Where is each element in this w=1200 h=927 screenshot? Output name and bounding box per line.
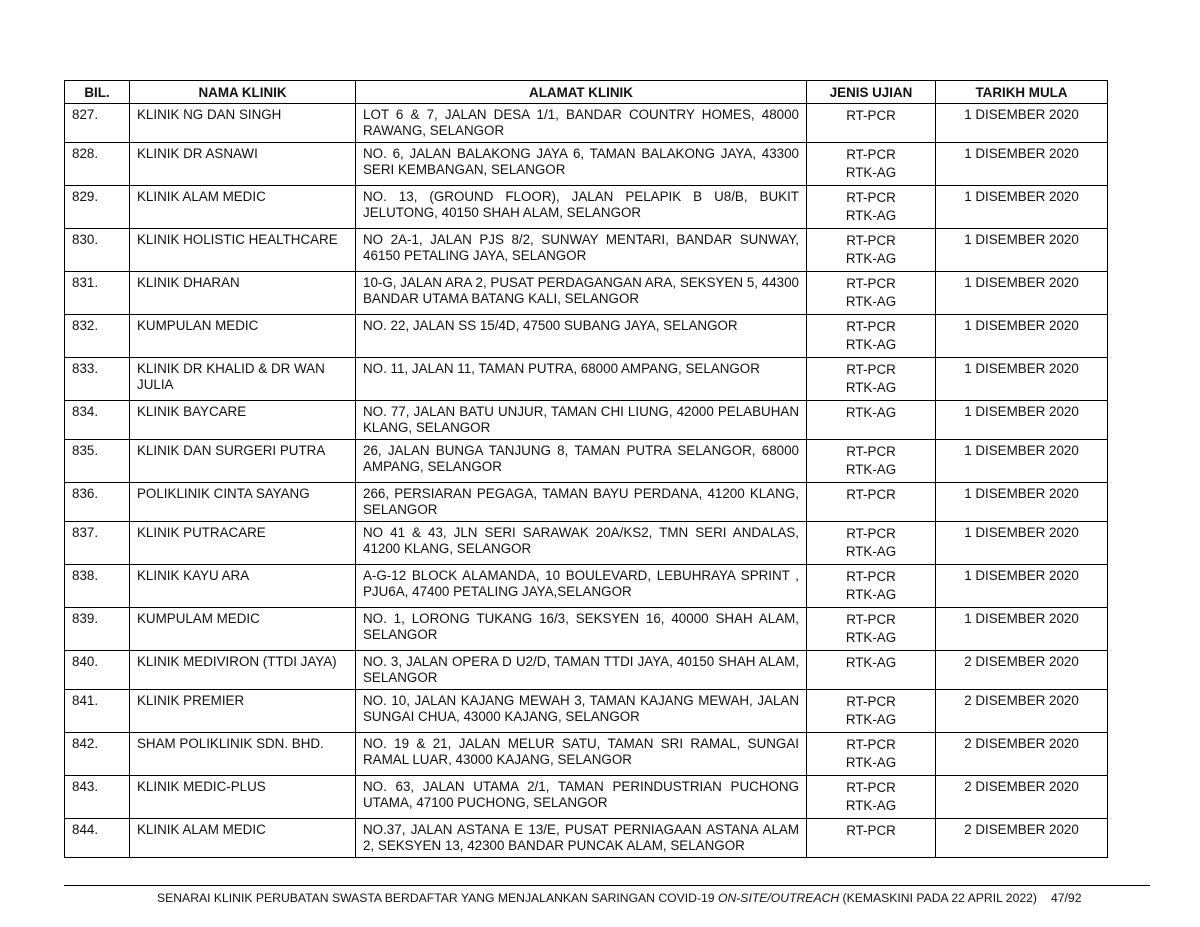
test-type-label: RT-PCR	[846, 737, 896, 752]
cell-bil: 844.	[65, 819, 130, 858]
cell-jenis-ujian	[807, 186, 936, 229]
cell-tarikh-mula: 2 DISEMBER 2020	[936, 776, 1108, 819]
table-row	[65, 819, 1108, 858]
cell-tarikh-mula: 1 DISEMBER 2020	[936, 565, 1108, 608]
table-row	[65, 651, 1108, 690]
cell-tarikh-mula: 1 DISEMBER 2020	[936, 358, 1108, 401]
cell-nama-klinik: KLINIK DHARAN	[130, 272, 356, 315]
cell-jenis-ujian	[807, 143, 936, 186]
cell-jenis-ujian	[807, 733, 936, 776]
cell-tarikh-mula: 2 DISEMBER 2020	[936, 733, 1108, 776]
test-type-label: RTK-AG	[845, 630, 897, 645]
cell-nama-klinik: POLIKLINIK CINTA SAYANG	[130, 483, 356, 522]
table-row	[65, 565, 1108, 608]
cell-nama-klinik: KUMPULAM MEDIC	[130, 608, 356, 651]
table-row	[65, 104, 1108, 143]
cell-jenis-ujian	[807, 229, 936, 272]
test-type-label: RT-PCR	[846, 612, 896, 627]
cell-bil: 842.	[65, 733, 130, 776]
test-type-label: RT-PCR	[846, 233, 896, 248]
clinic-table	[64, 80, 1108, 858]
cell-nama-klinik: KLINIK DR KHALID & DR WAN JULIA	[130, 358, 356, 401]
table-row	[65, 186, 1108, 229]
cell-alamat-klinik: NO. 6, JALAN BALAKONG JAYA 6, TAMAN BALAKONG JAYA, 43300 SERI KEMBANGAN, SELANGOR	[356, 143, 807, 186]
table-row	[65, 229, 1108, 272]
cell-nama-klinik: KLINIK ALAM MEDIC	[130, 186, 356, 229]
cell-tarikh-mula: 1 DISEMBER 2020	[936, 229, 1108, 272]
table-row	[65, 315, 1108, 358]
test-type-label: RTK-AG	[845, 655, 897, 670]
cell-tarikh-mula: 1 DISEMBER 2020	[936, 315, 1108, 358]
test-type-label: RT-PCR	[846, 362, 896, 377]
cell-jenis-ujian	[807, 358, 936, 401]
test-type-label: RTK-AG	[845, 208, 897, 223]
cell-jenis-ujian	[807, 401, 936, 440]
header-tarikh-mula: TARIKH MULA	[936, 81, 1108, 104]
page-number: 47/92	[1050, 891, 1082, 905]
cell-jenis-ujian	[807, 440, 936, 483]
header-jenis-ujian: JENIS UJIAN	[807, 81, 936, 104]
cell-alamat-klinik: NO.37, JALAN ASTANA E 13/E, PUSAT PERNIAGAAN ASTANA ALAM 2, SEKSYEN 13, 42300 BANDAR PUNCAK ALAM, SELANGOR	[356, 819, 807, 858]
cell-jenis-ujian	[807, 819, 936, 858]
cell-nama-klinik: KUMPULAN MEDIC	[130, 315, 356, 358]
cell-bil: 835.	[65, 440, 130, 483]
cell-jenis-ujian	[807, 565, 936, 608]
cell-nama-klinik: KLINIK KAYU ARA	[130, 565, 356, 608]
cell-nama-klinik: KLINIK MEDIC-PLUS	[130, 776, 356, 819]
cell-tarikh-mula: 2 DISEMBER 2020	[936, 819, 1108, 858]
cell-tarikh-mula: 1 DISEMBER 2020	[936, 401, 1108, 440]
cell-nama-klinik: KLINIK DAN SURGERI PUTRA	[130, 440, 356, 483]
test-type-label: RT-PCR	[846, 823, 896, 838]
cell-alamat-klinik: NO. 10, JALAN KAJANG MEWAH 3, TAMAN KAJANG MEWAH, JALAN SUNGAI CHUA, 43000 KAJANG, SELANGOR	[356, 690, 807, 733]
test-type-label: RTK-AG	[845, 251, 897, 266]
header-nama-klinik: NAMA KLINIK	[130, 81, 356, 104]
cell-alamat-klinik: NO. 63, JALAN UTAMA 2/1, TAMAN PERINDUSTRIAN PUCHONG UTAMA, 47100 PUCHONG, SELANGOR	[356, 776, 807, 819]
cell-jenis-ujian	[807, 272, 936, 315]
table-row	[65, 522, 1108, 565]
cell-bil: 838.	[65, 565, 130, 608]
header-alamat-klinik: ALAMAT KLINIK	[356, 81, 807, 104]
test-type-label: RT-PCR	[846, 526, 896, 541]
cell-jenis-ujian	[807, 651, 936, 690]
cell-jenis-ujian	[807, 776, 936, 819]
test-type-label: RTK-AG	[845, 294, 897, 309]
test-type-label: RTK-AG	[845, 587, 897, 602]
test-type-label: RT-PCR	[846, 108, 896, 123]
cell-jenis-ujian	[807, 315, 936, 358]
cell-tarikh-mula: 1 DISEMBER 2020	[936, 186, 1108, 229]
table-row	[65, 776, 1108, 819]
table-row	[65, 608, 1108, 651]
cell-tarikh-mula: 1 DISEMBER 2020	[936, 483, 1108, 522]
cell-alamat-klinik: NO. 77, JALAN BATU UNJUR, TAMAN CHI LIUNG, 42000 PELABUHAN KLANG, SELANGOR	[356, 401, 807, 440]
cell-nama-klinik: KLINIK ALAM MEDIC	[130, 819, 356, 858]
table-row	[65, 440, 1108, 483]
cell-alamat-klinik: NO. 19 & 21, JALAN MELUR SATU, TAMAN SRI RAMAL, SUNGAI RAMAL LUAR, 43000 KAJANG, SELANGOR	[356, 733, 807, 776]
cell-tarikh-mula: 2 DISEMBER 2020	[936, 651, 1108, 690]
test-type-label: RTK-AG	[845, 462, 897, 477]
cell-alamat-klinik: 266, PERSIARAN PEGAGA, TAMAN BAYU PERDANA, 41200 KLANG, SELANGOR	[356, 483, 807, 522]
test-type-label: RTK-AG	[845, 798, 897, 813]
cell-nama-klinik: KLINIK MEDIVIRON (TTDI JAYA)	[130, 651, 356, 690]
table-row	[65, 733, 1108, 776]
cell-tarikh-mula: 1 DISEMBER 2020	[936, 522, 1108, 565]
cell-bil: 832.	[65, 315, 130, 358]
cell-alamat-klinik: NO 41 & 43, JLN SERI SARAWAK 20A/KS2, TMN SERI ANDALAS, 41200 KLANG, SELANGOR	[356, 522, 807, 565]
test-type-label: RT-PCR	[846, 569, 896, 584]
cell-tarikh-mula: 1 DISEMBER 2020	[936, 272, 1108, 315]
test-type-label: RT-PCR	[846, 319, 896, 334]
cell-bil: 834.	[65, 401, 130, 440]
cell-nama-klinik: KLINIK DR ASNAWI	[130, 143, 356, 186]
cell-nama-klinik: KLINIK PREMIER	[130, 690, 356, 733]
test-type-label: RTK-AG	[845, 380, 897, 395]
table-row	[65, 483, 1108, 522]
test-type-label: RTK-AG	[845, 544, 897, 559]
table-header-row	[65, 81, 1108, 104]
cell-alamat-klinik: NO 2A-1, JALAN PJS 8/2, SUNWAY MENTARI, BANDAR SUNWAY, 46150 PETALING JAYA, SELANGOR	[356, 229, 807, 272]
cell-jenis-ujian	[807, 104, 936, 143]
cell-nama-klinik: KLINIK HOLISTIC HEALTHCARE	[130, 229, 356, 272]
cell-bil: 831.	[65, 272, 130, 315]
test-type-label: RTK-AG	[845, 337, 897, 352]
cell-bil: 836.	[65, 483, 130, 522]
footer-divider	[64, 885, 1150, 886]
test-type-label: RT-PCR	[846, 276, 896, 291]
cell-alamat-klinik: NO. 22, JALAN SS 15/4D, 47500 SUBANG JAYA, SELANGOR	[356, 315, 807, 358]
test-type-label: RT-PCR	[846, 780, 896, 795]
cell-tarikh-mula: 1 DISEMBER 2020	[936, 143, 1108, 186]
header-bil: BIL.	[65, 81, 130, 104]
cell-jenis-ujian	[807, 522, 936, 565]
cell-nama-klinik: KLINIK NG DAN SINGH	[130, 104, 356, 143]
test-type-label: RT-PCR	[846, 444, 896, 459]
cell-tarikh-mula: 1 DISEMBER 2020	[936, 104, 1108, 143]
cell-jenis-ujian	[807, 608, 936, 651]
test-type-label: RTK-AG	[845, 165, 897, 180]
cell-alamat-klinik: NO. 11, JALAN 11, TAMAN PUTRA, 68000 AMPANG, SELANGOR	[356, 358, 807, 401]
cell-nama-klinik: SHAM POLIKLINIK SDN. BHD.	[130, 733, 356, 776]
cell-nama-klinik: KLINIK BAYCARE	[130, 401, 356, 440]
cell-jenis-ujian	[807, 483, 936, 522]
table-row	[65, 690, 1108, 733]
table-row	[65, 143, 1108, 186]
cell-bil: 830.	[65, 229, 130, 272]
footer-text-italic: ON-SITE/OUTREACH	[717, 891, 840, 905]
table-body	[65, 104, 1108, 858]
footer-text: SENARAI KLINIK PERUBATAN SWASTA BERDAFTAR YANG MENJALANKAN SARINGAN COVID-19	[157, 891, 718, 905]
table-row	[65, 272, 1108, 315]
cell-alamat-klinik: NO. 1, LORONG TUKANG 16/3, SEKSYEN 16, 40000 SHAH ALAM, SELANGOR	[356, 608, 807, 651]
cell-alamat-klinik: NO. 13, (GROUND FLOOR), JALAN PELAPIK B U8/B, BUKIT JELUTONG, 40150 SHAH ALAM, SELANGOR	[356, 186, 807, 229]
test-type-label: RT-PCR	[846, 147, 896, 162]
cell-bil: 827.	[65, 104, 130, 143]
test-type-label: RT-PCR	[846, 694, 896, 709]
cell-bil: 841.	[65, 690, 130, 733]
cell-tarikh-mula: 1 DISEMBER 2020	[936, 608, 1108, 651]
cell-bil: 840.	[65, 651, 130, 690]
test-type-label: RT-PCR	[846, 487, 896, 502]
cell-bil: 829.	[65, 186, 130, 229]
cell-bil: 843.	[65, 776, 130, 819]
cell-bil: 837.	[65, 522, 130, 565]
cell-alamat-klinik: LOT 6 & 7, JALAN DESA 1/1, BANDAR COUNTRY HOMES, 48000 RAWANG, SELANGOR	[356, 104, 807, 143]
cell-alamat-klinik: 26, JALAN BUNGA TANJUNG 8, TAMAN PUTRA SELANGOR, 68000 AMPANG, SELANGOR	[356, 440, 807, 483]
table-row	[65, 358, 1108, 401]
cell-tarikh-mula: 1 DISEMBER 2020	[936, 440, 1108, 483]
cell-alamat-klinik: 10-G, JALAN ARA 2, PUSAT PERDAGANGAN ARA, SEKSYEN 5, 44300 BANDAR UTAMA BATANG KALI, SELANGOR	[356, 272, 807, 315]
cell-bil: 839.	[65, 608, 130, 651]
test-type-label: RTK-AG	[845, 712, 897, 727]
test-type-label: RTK-AG	[845, 755, 897, 770]
table-row	[65, 401, 1108, 440]
page-footer	[157, 891, 1081, 905]
cell-bil: 828.	[65, 143, 130, 186]
cell-alamat-klinik: NO. 3, JALAN OPERA D U2/D, TAMAN TTDI JAYA, 40150 SHAH ALAM, SELANGOR	[356, 651, 807, 690]
cell-nama-klinik: KLINIK PUTRACARE	[130, 522, 356, 565]
test-type-label: RTK-AG	[845, 405, 897, 420]
cell-tarikh-mula: 2 DISEMBER 2020	[936, 690, 1108, 733]
cell-jenis-ujian	[807, 690, 936, 733]
footer-text-updated: (KEMASKINI PADA 22 APRIL 2022)	[839, 891, 1037, 905]
cell-bil: 833.	[65, 358, 130, 401]
cell-alamat-klinik: A-G-12 BLOCK ALAMANDA, 10 BOULEVARD, LEBUHRAYA SPRINT , PJU6A, 47400 PETALING JAYA,SELANGOR	[356, 565, 807, 608]
test-type-label: RT-PCR	[846, 190, 896, 205]
